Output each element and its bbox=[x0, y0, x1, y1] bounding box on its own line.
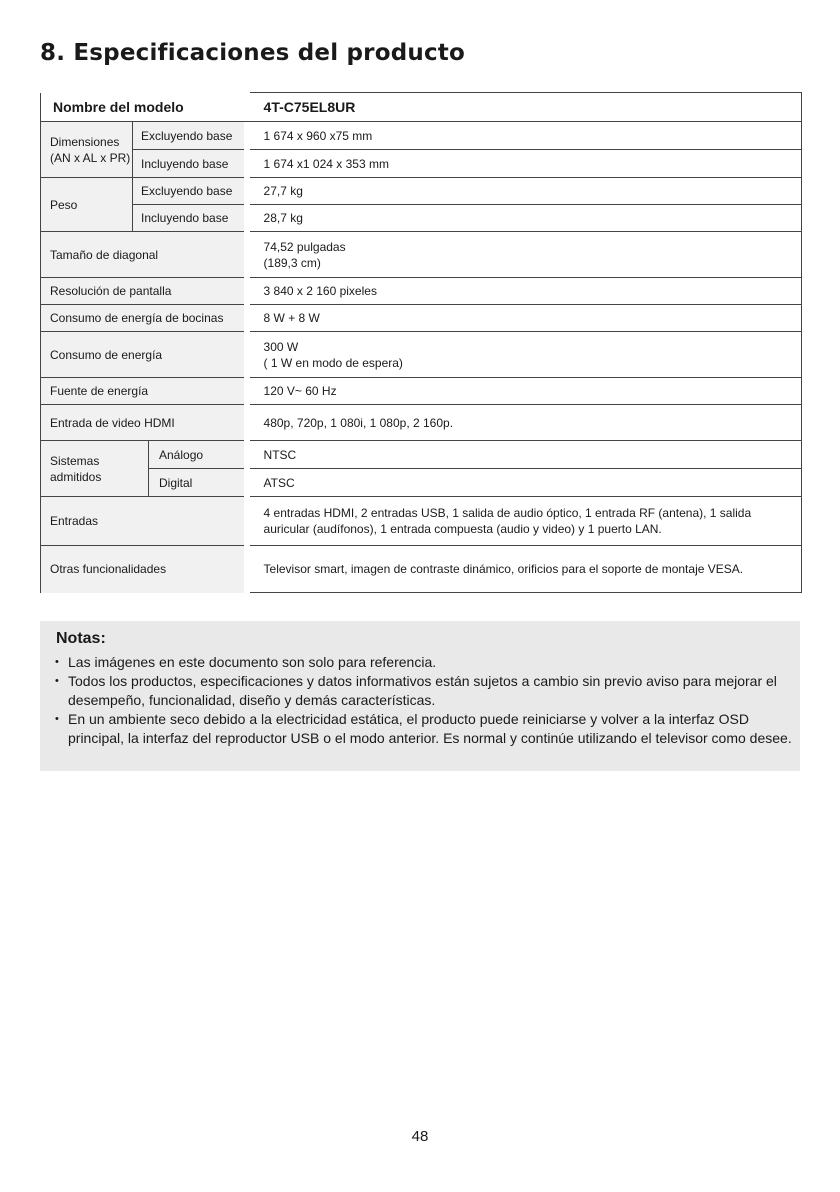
speaker-power-label: Consumo de energía de bocinas bbox=[41, 305, 244, 332]
weight-incl-value: 28,7 kg bbox=[250, 205, 802, 232]
weight-label: Peso bbox=[41, 178, 133, 232]
dimensions-excl-label: Excluyendo base bbox=[133, 122, 244, 150]
spec-row-weight-incl bbox=[41, 205, 802, 232]
spec-row-hdmi-input bbox=[41, 405, 802, 441]
spec-row-inputs bbox=[41, 497, 802, 546]
notes-list bbox=[54, 653, 794, 748]
spec-row-dimensions-excl bbox=[41, 122, 802, 150]
spec-row-resolution bbox=[41, 278, 802, 305]
dimensions-incl-label: Incluyendo base bbox=[133, 150, 244, 178]
diagonal-label: Tamaño de diagonal bbox=[41, 232, 244, 278]
spec-row-power-source bbox=[41, 378, 802, 405]
spec-row-model bbox=[41, 93, 802, 122]
systems-analog-value: NTSC bbox=[250, 441, 802, 469]
spec-table bbox=[40, 92, 802, 593]
other-value: Televisor smart, imagen de contraste dinámico, orificios para el soporte de montaje VESA. bbox=[250, 546, 802, 593]
spec-row-other bbox=[41, 546, 802, 593]
spec-row-weight-excl bbox=[41, 178, 802, 205]
note-item: • En un ambiente seco debido a la electricidad estática, el producto puede reiniciarse y volver a la interfaz OSD principal, la interfaz del reproductor USB o el modo anterior. Es normal y continúe utilizando el televisor como desee. bbox=[54, 710, 794, 748]
resolution-value: 3 840 x 2 160 pixeles bbox=[250, 278, 802, 305]
model-value: 4T-C75EL8UR bbox=[250, 93, 802, 122]
inputs-value: 4 entradas HDMI, 2 entradas USB, 1 salida de audio óptico, 1 entrada RF (antena), 1 salida auricular (audífonos), 1 entrada compuesta (audio y video) y 1 puerto LAN. bbox=[250, 497, 802, 546]
dimensions-label: Dimensiones (AN x AL x PR) bbox=[41, 122, 133, 178]
power-value: 300 W ( 1 W en modo de espera) bbox=[250, 332, 802, 378]
systems-analog-label: Análogo bbox=[149, 441, 244, 469]
notes-box bbox=[40, 621, 800, 771]
dimensions-excl-value: 1 674 x 960 x75 mm bbox=[250, 122, 802, 150]
systems-digital-value: ATSC bbox=[250, 469, 802, 497]
spec-row-systems-analog bbox=[41, 441, 802, 469]
weight-incl-label: Incluyendo base bbox=[133, 205, 244, 232]
power-source-value: 120 V~ 60 Hz bbox=[250, 378, 802, 405]
hdmi-input-label: Entrada de video HDMI bbox=[41, 405, 244, 441]
note-item: • Las imágenes en este documento son solo para referencia. bbox=[54, 653, 794, 672]
spec-row-systems-digital bbox=[41, 469, 802, 497]
weight-excl-value: 27,7 kg bbox=[250, 178, 802, 205]
page-number: 48 bbox=[411, 1128, 429, 1145]
power-source-label: Fuente de energía bbox=[41, 378, 244, 405]
other-label: Otras funcionalidades bbox=[41, 546, 244, 593]
model-label: Nombre del modelo bbox=[41, 93, 244, 122]
hdmi-input-value: 480p, 720p, 1 080i, 1 080p, 2 160p. bbox=[250, 405, 802, 441]
inputs-label: Entradas bbox=[41, 497, 244, 546]
page-title: 8. Especificaciones del producto bbox=[40, 40, 465, 66]
resolution-label: Resolución de pantalla bbox=[41, 278, 244, 305]
spec-row-power bbox=[41, 332, 802, 378]
speaker-power-value: 8 W + 8 W bbox=[250, 305, 802, 332]
notes-title: Notas: bbox=[56, 630, 106, 647]
note-item: • Todos los productos, especificaciones y datos informativos están sujetos a cambio sin previo aviso para mejorar el desempeño, funcionalidad, diseño y demás características. bbox=[54, 672, 794, 710]
systems-label: Sistemas admitidos bbox=[41, 441, 149, 497]
spec-row-diagonal bbox=[41, 232, 802, 278]
diagonal-value: 74,52 pulgadas (189,3 cm) bbox=[250, 232, 802, 278]
spec-row-dimensions-incl bbox=[41, 150, 802, 178]
systems-digital-label: Digital bbox=[149, 469, 244, 497]
weight-excl-label: Excluyendo base bbox=[133, 178, 244, 205]
dimensions-incl-value: 1 674 x1 024 x 353 mm bbox=[250, 150, 802, 178]
power-label: Consumo de energía bbox=[41, 332, 244, 378]
spec-row-speaker-power bbox=[41, 305, 802, 332]
